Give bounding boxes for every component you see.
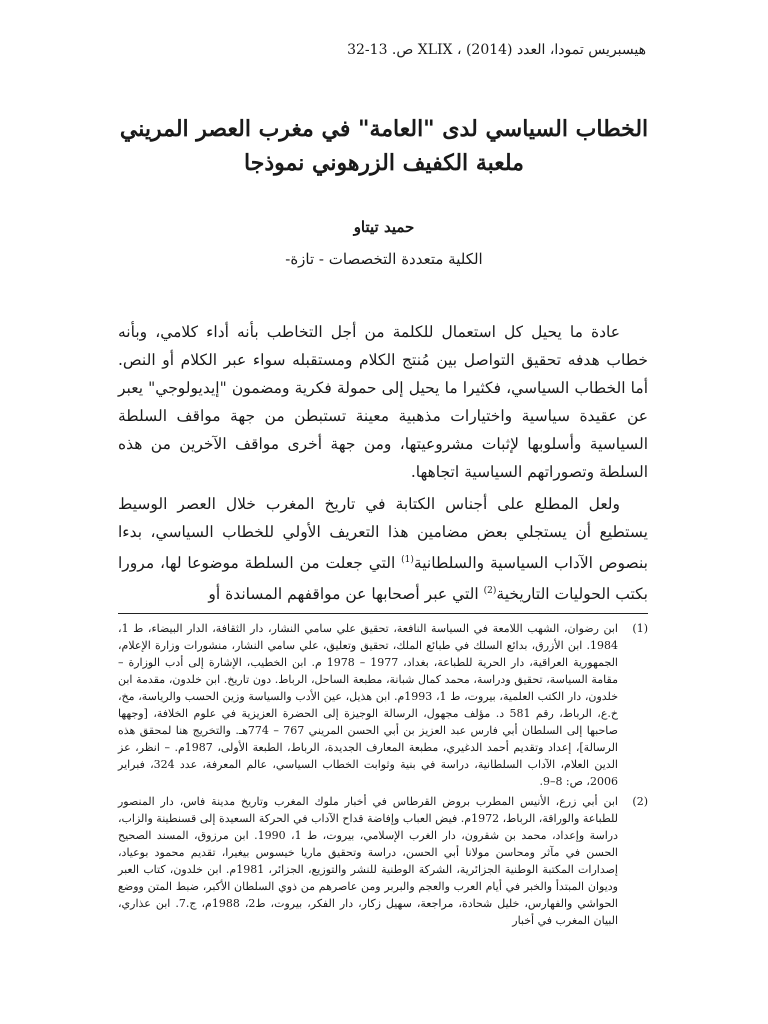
- footnotes: [118, 620, 648, 932]
- footnote-1: [118, 620, 648, 790]
- title-line-2: ملعبة الكفيف الزرهوني نموذجا: [244, 150, 524, 176]
- author-name: حميد تيتاو: [353, 218, 415, 236]
- paragraph-2-part-b: التي جعلت من السلطة موضوعا لها، مرورا بكتب الحوليات التاريخية: [118, 554, 648, 604]
- body-paragraph-1: عادة ما يحيل كل استعمال للكلمة من أجل التخاطب بأنه أداء كلامي، وبأنه خطاب هدفه تحقيق التواصل بين مُنتج الكلام ومستقبله سواء عبر الكلام أو النص. أما الخطاب السياسي، فكثيرا ما يحيل إلى حمولة فكرية ومضمون "إيديولوجي" يعبر عن عقيدة سياسية واختيارات مذهبية معينة تستبطن من جهة مواقف السلطة السياسية وأسلوبها لإثبات مشروعيتها، ومن جهة أخرى مواقف الآخرين من هذه السلطة وتصوراتهم السياسية اتجاهها.: [118, 323, 648, 481]
- paragraph-2-part-a: ولعل المطلع على أجناس الكتابة في تاريخ المغرب خلال العصر الوسيط يستطيع أن يستجلي بعض مضامين هذا التعريف الأولي للخطاب السياسي، بدءا بنصوص الآداب السياسية والسلطانية: [118, 495, 648, 573]
- footnote-ref-2[interactable]: (2): [483, 586, 497, 597]
- footnote-number: (1): [632, 622, 648, 635]
- footnote-ref-1[interactable]: (1): [401, 555, 414, 565]
- footnote-text: ابن رضوان، الشهب اللامعة في السياسة النافعة، تحقيق علي سامي النشار، دار الثقافة، الدار البيضاء، ط 1، 1984. ابن الأزرق، بدائع السلك في طبائع الملك، تحقيق وتعليق، علي سامي النشار، منشورات وزارة الإعلام، الجمهورية العراقية، دار الحرية للطباعة، بغداد، 1977 – 1978 م. ابن الخطيب، الإشارة إلى أدب الوزارة – مقامة السياسة، تحقيق ودراسة، محمد كمال شبانة، مطبعة الساحل، الرباط. دون تاريخ. ابن خلدون، مقدمة ابن خلدون، دار الكتب العلمية، بيروت، ط 1، 1993م. ابن هذيل، عين الأدب والسياسة وزين الحسب والرياسة، مخ، خ.ع، الرباط، رقم 581 د. مؤلف مجهول، الرسالة الوجيزة إلى الحضرة العزيزية في علوم الخلافة، [وجهها صاحبها إلى السلطان أبي فارس عبد العزيز بن أبي الحسن المريني 767 – 774هـ. والتخريج هنا لمحقق هذه الرسالة]، إعداد وتقديم أحمد الدغيري، مطبعة المعارف الجديدة، الرباط، الطبعة الأولى، 1987م. – انظر، عز الدين العلام، الآداب السلطانية، دراسة في بنية وثوابت الخطاب السياسي، عالم المعرفة، عدد 324، فبراير 2006، ص: 8–9.: [118, 622, 618, 788]
- article-body: [118, 318, 648, 608]
- footnote-text: ابن أبي زرع، الأنيس المطرب بروض القرطاس في أخبار ملوك المغرب وتاريخ مدينة فاس، دار المنصور للطباعة والوراقة، الرباط، 1972م. فيض العباب وإفاضة قداح الآداب في الحركة السعيدة إلى قسنطينة والزاب، دراسة وإعداد، محمد بن شقرون، دار الغرب الإسلامي، بيروت، ط 1، 1990. ابن مرزوق، المسند الصحيح الحسن في مآثر ومحاسن مولانا أبي الحسن، دراسة وتحقيق ماريا خيسوس بيغيرا، تقديم محمود بوعياد، إصدارات المكتبة الوطنية الجزائرية، الشركة الوطنية للنشر والتوزيع، الجزائر، 1981م. ابن خلدون، كتاب العبر وديوان المبتدأ والخبر في أيام العرب والعجم والبربر ومن عاصرهم من ذوي السلطان الأكبر، ضبط المتن ووضع الحواشي والفهارس، خليل شحادة، مراجعة، سهيل زكار، دار الفكر، بيروت، ط2، 1988م، ج.7. ابن عذاري، البيان المغرب في أخبار: [118, 795, 618, 927]
- footnote-number: (2): [632, 795, 648, 808]
- title-line-1: الخطاب السياسي لدى "العامة" في مغرب العصر المريني: [119, 116, 649, 142]
- author-affiliation: الكلية متعددة التخصصات - تازة-: [285, 250, 483, 268]
- article-title: [110, 112, 658, 180]
- body-paragraph-2: [118, 490, 648, 608]
- running-header: هيسبريس تمودا، العدد XLIX ، (2014) ص. 13-32: [347, 42, 646, 58]
- footnote-2: [118, 793, 648, 929]
- footnote-divider: [118, 613, 648, 614]
- paragraph-2-part-c: التي عبر أصحابها عن مواقفهم المساندة أو: [208, 585, 484, 604]
